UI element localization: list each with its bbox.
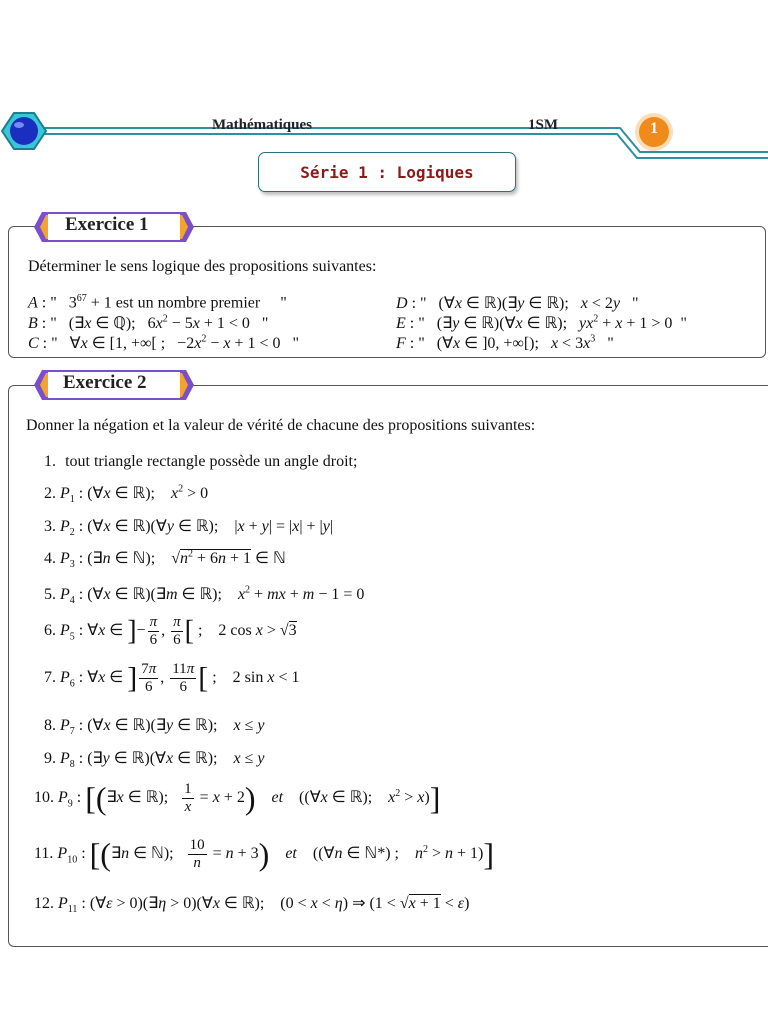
page-number-badge: 1	[650, 120, 658, 137]
list-item: 8. $P_7$ : (∀x ∈ ℝ)(∃y ∈ ℝ); x ≤ y	[44, 717, 265, 738]
exercise-2-title: Exercice 2	[63, 372, 147, 393]
subject-title: Mathématiques	[212, 117, 312, 133]
proposition-F: F : " (∀x ∈ ]0, +∞[); $x < 3x^3$ "	[396, 333, 614, 352]
list-item: 4. $P_3$ : (∃n ∈ ℕ); $√n^2 + 6n + 1$ ∈ ℕ	[44, 548, 286, 571]
list-item: 12. $P_{11}$ : (∀ε > 0)(∃η > 0)(∀x ∈ ℝ); (0 < x < η) ⇒ (1 < √x + 1 < ε)	[34, 895, 470, 916]
proposition-A: A : " $3^{67} + 1$ est un nombre premier "	[28, 293, 287, 312]
list-item: 3. $P_2$ : (∀x ∈ ℝ)(∀y ∈ ℝ); |x + y| = |x| + |y|	[44, 518, 334, 539]
exercise-2-instruction: Donner la négation et la valeur de vérité de chacune des propositions suivantes:	[26, 417, 536, 434]
list-item: 7. $P_6$ : ∀x ∈ ] $\frac{7\pi}{6}$ , $\frac{11\pi}{6}$ [ ; 2 sin x < 1	[44, 661, 300, 695]
list-item: 11. $P_{10}$ : [(∃n ∈ ℕ); $\frac{10}{n}$ = n + 3) et ((∀n ∈ ℕ*) ; $n^2 > n + 1$)]	[34, 836, 495, 872]
list-item: 9. $P_8$ : (∃y ∈ ℝ)(∀x ∈ ℝ); x ≤ y	[44, 750, 265, 771]
exercise-1-instruction: Déterminer le sens logique des propositions suivantes:	[28, 258, 377, 275]
ball-icon	[10, 117, 38, 145]
list-item: 6. $P_5$ : ∀x ∈ ]− $\frac{\pi}{6}$ , $\frac{\pi}{6}$ [ ; 2 cos x > √3	[44, 614, 297, 648]
proposition-B: B : " (∃x ∈ ℚ); $6x^2 - 5x + 1 < 0$ "	[28, 313, 269, 332]
proposition-D: D : " (∀x ∈ ℝ)(∃y ∈ ℝ); x < 2y "	[396, 295, 639, 312]
list-item: 5. $P_4$ : (∀x ∈ ℝ)(∃m ∈ ℝ); $x^2$ + mx + m − 1 = 0	[44, 584, 365, 607]
series-title-box	[258, 152, 516, 192]
series-title: Série 1 : Logiques	[300, 162, 474, 182]
class-level: 1SM	[528, 117, 558, 133]
list-item: 10. $P_9$ : [(∃x ∈ ℝ); $\frac{1}{x}$ = x + 2) et ((∀x ∈ ℝ); $x^2 > x$)]	[34, 780, 441, 816]
exercise-1-title: Exercice 1	[65, 214, 149, 235]
list-item: 2. $P_1$ : (∀x ∈ ℝ); $x^2 > 0$	[44, 483, 209, 506]
list-item: 1. tout triangle rectangle possède un angle droit;	[44, 453, 358, 470]
proposition-E: E : " (∃y ∈ ℝ)(∀x ∈ ℝ); $yx^2 + x + 1 > 0$ "	[396, 313, 687, 332]
proposition-C: C : " ∀x ∈ [1, +∞[ ; $-2x^2 - x + 1 < 0$ "	[28, 333, 300, 352]
